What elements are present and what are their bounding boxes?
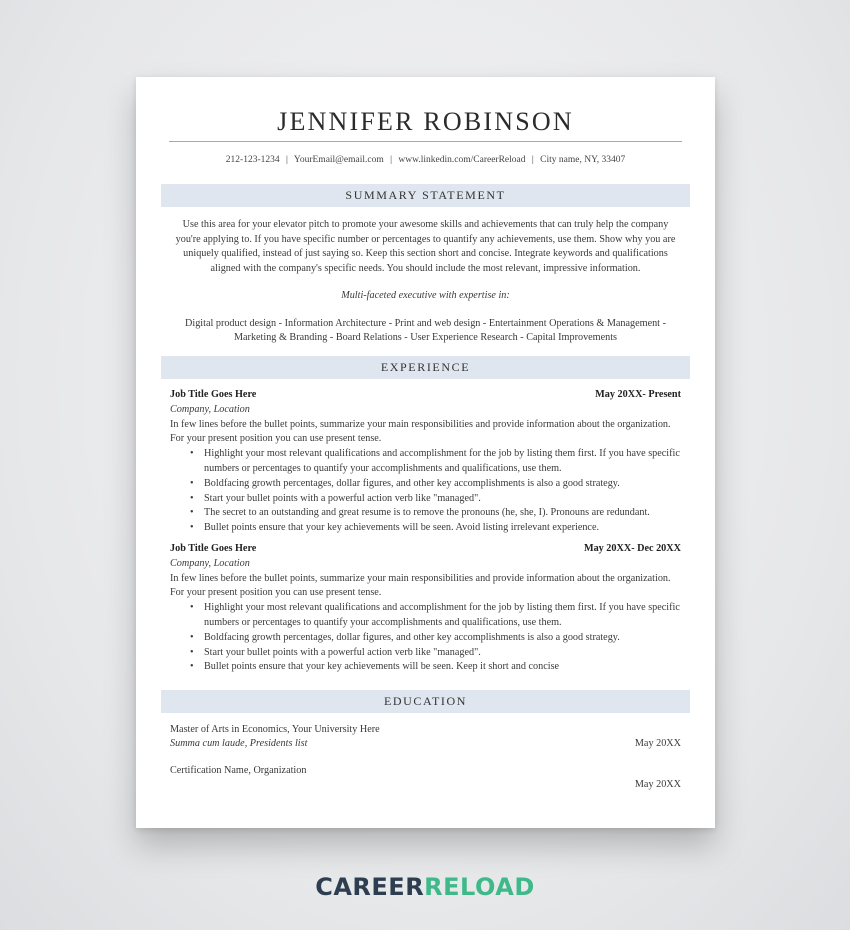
education-row <box>170 778 681 792</box>
skills-list: Digital product design - Information Architecture - Print and web design - Entertainment Operations & Management - Marketing & Branding - Board Relations - User Experience Research - Capital Improvements <box>185 318 666 343</box>
contact-separator: | <box>531 155 534 165</box>
bullet-text: The secret to an outstanding and great resume is to remove the pronouns (he, she, I). Pronouns are redundant. <box>204 507 650 519</box>
job-bullets <box>170 447 681 536</box>
bullet-marker: • <box>190 492 194 504</box>
summary-text: Use this area for your elevator pitch to promote your awesome skills and achievements that can truly help the company you're applying to. If you have specific number or percentages to quantify any achievements, use them. Show why you are uniquely qualified, instead of just saying so. Keep this section short and concise. Integrate keywords and qualifications aligned with the company's specific needs. You should include the most relevant, impressive information. <box>175 219 676 274</box>
resume-name: JENNIFER ROBINSON <box>277 107 574 136</box>
summary-tagline: Multi-faceted executive with expertise in: <box>341 290 510 301</box>
education-date: May 20XX <box>634 779 681 790</box>
contact-location: City name, NY, 33407 <box>540 155 626 165</box>
education-degree: Master of Arts in Economics, Your University Here <box>170 724 380 735</box>
bullet-text: Highlight your most relevant qualifications and accomplishment for the job by listing them first. If you have specific numbers or percentages to quantify your accomplishments and qualifications, use them. <box>204 448 680 474</box>
job-dates: May 20XX- Dec 20XX <box>583 543 681 554</box>
job-bullet <box>190 660 681 675</box>
job-bullet <box>190 492 681 507</box>
job-header <box>170 388 681 403</box>
bullet-text: Start your bullet points with a powerful action verb like "managed". <box>204 492 481 504</box>
job-intro: In few lines before the bullet points, summarize your main responsibilities and provide information about the organization. For your present position you can use present tense. <box>170 572 671 599</box>
job-company: Company, Location <box>170 557 250 569</box>
job-bullet <box>190 506 681 521</box>
bullet-marker: • <box>190 507 194 519</box>
job-bullet <box>190 447 681 477</box>
bullet-marker: • <box>190 602 194 614</box>
job-company: Company, Location <box>170 403 250 415</box>
job-intro: In few lines before the bullet points, summarize your main responsibilities and provide information about the organization. For your present position you can use present tense. <box>170 418 671 445</box>
bullet-marker: • <box>190 661 194 673</box>
bullet-marker: • <box>190 631 194 643</box>
contact-email: YourEmail@email.com <box>293 155 384 165</box>
bullet-marker: • <box>190 522 194 534</box>
bullet-marker: • <box>190 477 194 489</box>
education-honors: Summa cum laude, Presidents list <box>170 738 308 749</box>
section-header-experience: EXPERIENCE <box>161 356 690 379</box>
job-bullet <box>190 646 681 661</box>
education-date: May 20XX <box>634 738 681 749</box>
education-entry-2 <box>170 764 681 792</box>
contact-separator: | <box>285 155 288 165</box>
education-row <box>170 737 681 751</box>
logo-part-reload: RELOAD <box>424 873 535 901</box>
job-bullet <box>190 631 681 646</box>
bullet-text: Highlight your most relevant qualifications and accomplishment for the job by listing them first. If you have specific numbers or percentages to quantify your accomplishments and qualifications, use them. <box>204 602 680 628</box>
section-header-education: EDUCATION <box>161 690 690 713</box>
job-bullet <box>190 601 681 631</box>
job-title: Job Title Goes Here <box>170 543 257 554</box>
bullet-text: Bullet points ensure that your key achievements will be seen. Avoid listing irrelevant experience. <box>204 522 600 534</box>
bullet-marker: • <box>190 448 194 460</box>
name-divider <box>169 141 682 142</box>
education-degree: Certification Name, Organization <box>170 765 307 776</box>
job-entry-2 <box>170 542 681 675</box>
careerreload-logo <box>0 873 850 901</box>
job-bullet <box>190 477 681 492</box>
logo-part-career: CAREER <box>315 873 425 901</box>
education-entry-1 <box>170 723 681 751</box>
job-dates: May 20XX- Present <box>595 389 681 400</box>
bullet-text: Boldfacing growth percentages, dollar figures, and other key accomplishments is also a good strategy. <box>204 631 620 643</box>
job-entry-1 <box>170 388 681 536</box>
bullet-text: Start your bullet points with a powerful action verb like "managed". <box>204 646 481 658</box>
section-header-summary: SUMMARY STATEMENT <box>161 184 690 207</box>
job-bullets <box>170 601 681 675</box>
job-title: Job Title Goes Here <box>170 389 257 400</box>
contact-separator: | <box>390 155 393 165</box>
job-header <box>170 542 681 557</box>
resume-page <box>136 77 715 828</box>
job-bullet <box>190 521 681 536</box>
bullet-text: Bullet points ensure that your key achievements will be seen. Keep it short and concise <box>204 661 560 673</box>
contact-line <box>136 155 715 165</box>
contact-linkedin: www.linkedin.com/CareerReload <box>398 155 526 165</box>
bullet-marker: • <box>190 646 194 658</box>
contact-phone: 212-123-1234 <box>225 155 280 165</box>
bullet-text: Boldfacing growth percentages, dollar figures, and other key accomplishments is also a good strategy. <box>204 477 620 489</box>
